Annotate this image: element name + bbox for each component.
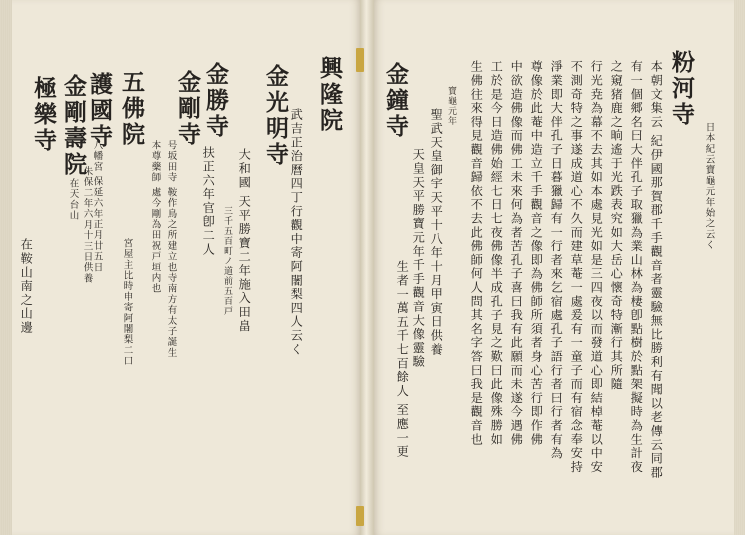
entry-text-konkomyoji: 大和國 天平勝寶二年施入田畠: [237, 148, 252, 333]
entry-sub-kongoji: 本尊藥師 處今剛為田祝戸垣内也: [149, 140, 161, 295]
text-line: 工於是今日造佛始經七日七夜佛像半成孔子見之歎曰此像殊勝如: [489, 60, 504, 447]
entry-heading-kongojuin: 金剛壽院: [60, 74, 87, 178]
entry-text-gokokuji: 八幡宮 保延六年正月廿五日: [91, 140, 103, 273]
temple-subtitle: 金鐘寺: [382, 62, 409, 140]
entry-heading-gokurakuji: 極樂寺: [30, 76, 57, 154]
source-note: 日本紀云寶龜元年始之云く: [703, 122, 715, 251]
entry-text-konshoji: 扶正六年官卽二人: [201, 146, 216, 257]
text-line: 不測奇特之事遂成道心不久而建草菴一處爰有一童子而有宿念奉安持: [569, 60, 584, 474]
entry-heading-gobutsuin: 五佛院: [118, 70, 145, 148]
right-page-edges: [733, 0, 745, 535]
text-line: 本朝文集云 紀伊國那賀郡千手觀音者靈驗無比勝利有聞以老傳云同郡: [649, 60, 664, 480]
left-page: [12, 0, 360, 535]
note-line: 生者一萬五千七百餘人 至應一更: [395, 260, 410, 459]
text-line: 之窺猪鹿之晌遙于光跌表究如大岳心懷奇特漸行其所隨: [609, 60, 624, 392]
entry-heading-koryuin: 興隆院: [316, 56, 343, 134]
text-line: 行光尭為幕不去其如本處見光如是三四夜以而發道心即結棹菴以中安: [589, 60, 604, 474]
temple-title: 粉河寺: [668, 50, 695, 128]
text-line: 淨業即大伴孔子日暮獵歸有一行者來乞宿處孔子語行者曰行者有為: [549, 60, 564, 461]
entry-heading-gokokuji: 護國寺: [86, 72, 113, 150]
right-page: [374, 0, 734, 535]
book-gutter: [360, 0, 374, 535]
text-line: 中欲造佛像而佛工未來何為者苦孔子喜曰我有此願而未遂今遇佛: [509, 60, 524, 447]
text-line: 生佛往來得見觀音歸依不去此佛師何人問其名字答曰我是觀音也: [469, 60, 484, 447]
note-line: 天皇天平勝寶元年千手觀音大像靈驗: [411, 148, 426, 369]
text-line: 尊像於此菴中造立千手觀音之像即為佛師所須者身心苦行即作佛: [529, 60, 544, 447]
entry-heading-konshoji: 金勝寺: [202, 62, 229, 140]
entry-heading-konkomyoji: 金光明寺: [262, 64, 289, 168]
entry-text-kongojuin: 朱保二年六月十三日供養: [81, 166, 93, 284]
entry-text-gobutsuin: 宮屋主比時申寄阿闍梨二口: [121, 238, 133, 367]
entry-sub-konkomyoji: 三千五百町ノ道前五百戸: [222, 206, 232, 316]
entry-heading-kongoji: 金剛寺: [174, 70, 201, 148]
entry-text-koryuin: 武吉正治曆四丁行觀中寄阿闍梨四人云く: [289, 108, 304, 357]
text-line: 有一個郷名曰大伴孔子取獵為業山林為棲卽點樹於點架擬時為生計夜: [629, 60, 644, 474]
note-line: 寶龜元年: [446, 86, 456, 126]
entry-text-kongoji: 号坂田寺 鞍作鳥之所建立也寺南方有太子誕生: [165, 140, 177, 359]
entry-sub-kongojuin: 在天台山: [67, 178, 79, 221]
entry-text-gokurakuji: 在鞍山南之山邊: [19, 238, 34, 335]
note-line: 聖武天皇御宇天平十八年十月甲寅日供養: [429, 108, 444, 357]
binding-thread-bottom: [356, 506, 364, 526]
binding-thread-top: [356, 48, 364, 72]
